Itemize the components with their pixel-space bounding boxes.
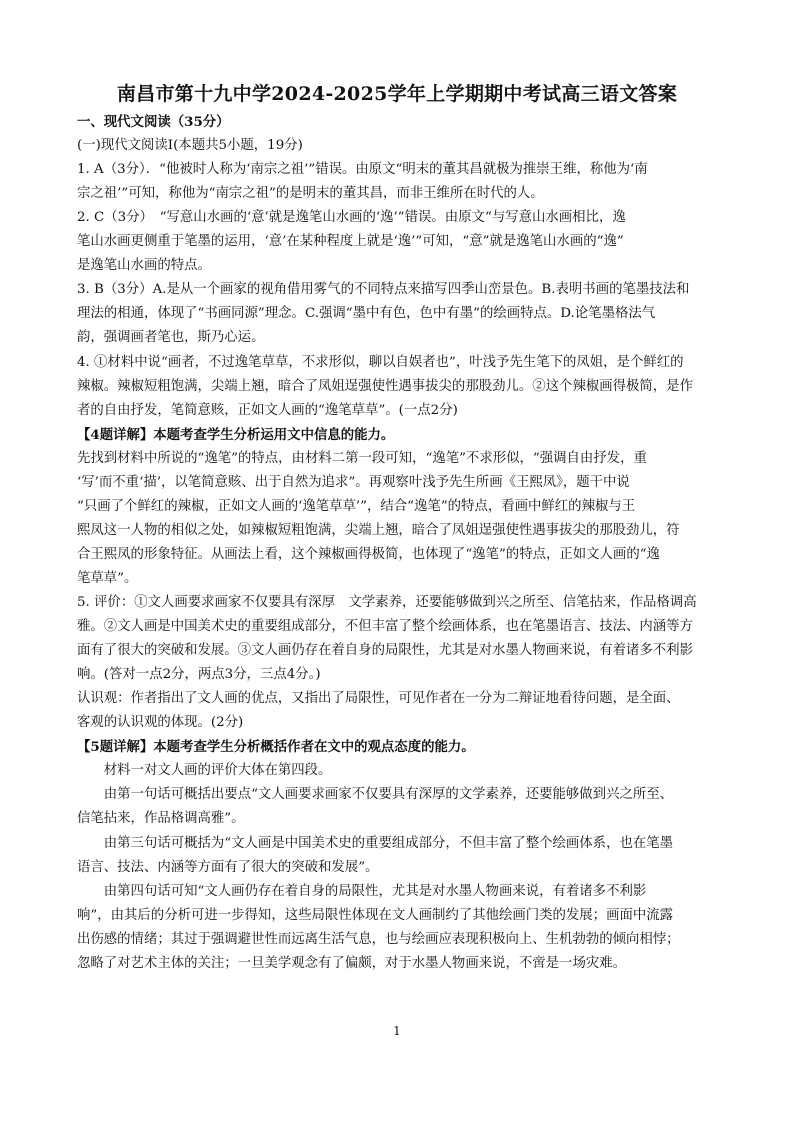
text-line: 雅。②文人画是中国美术史的重要组成部分，不但丰富了整个绘画体系，也在笔墨语言、技法、内涵等方 <box>77 619 693 635</box>
text-line: 是逸笔山水画的特点。 <box>77 258 211 274</box>
text-line: 材料一对文人画的评价大体在第四段。 <box>77 763 332 779</box>
text-line: 由第三句话可概括为“文人画是中国美术史的重要组成部分，不但丰富了整个绘画体系，也在笔墨 <box>77 835 674 851</box>
text-line: 笔山水画更侧重于笔墨的运用，‘意’在某种程度上就是‘逸’”可知，“意”就是逸笔山水画的“逸” <box>77 234 624 250</box>
text-line: 者的自由抒发，笔简意赅，正如文人画的“逸笔草草”。(一点2分) <box>77 402 458 418</box>
text-line: 2. C（3分） “写意山水画的‘意’就是逸笔山水画的‘逸’”错误。由原文“与写意山水画相比，逸 <box>77 210 626 226</box>
text-line: 一、现代文阅读（35分） <box>77 114 230 130</box>
text-line: 认识观：作者指出了文人画的优点，又指出了局限性，可见作者在一分为二辩证地看待问题，是全面、 <box>77 691 680 707</box>
text-line: 辣椒。辣椒短粗饱满，尖端上翘，暗合了凤姐逞强使性遇事拔尖的那股劲儿。②这个辣椒画得极简，是作 <box>77 378 693 394</box>
text-line: 语言、技法、内涵等方面有了很大的突破和发展”。 <box>77 859 379 875</box>
text-line: 4. ①材料中说“画者，不过逸笔草草，不求形似，聊以自娱者也”，叶浅予先生笔下的凤姐，是个鲜红的 <box>77 354 684 370</box>
document-title: 南昌市第十九中学2024-2025学年上学期期中考试高三语文答案 <box>116 83 678 105</box>
text-line: 忽略了对艺术主体的关注；一旦美学观念有了偏颇，对于水墨人物画来说，不啻是一场灾难。 <box>77 955 627 971</box>
text-line: 熙凤这一人物的相似之处，如辣椒短粗饱满，尖端上翘，暗合了凤姐逞强使性遇事拔尖的那股劲儿，符 <box>77 522 680 538</box>
text-line: 由第四句话可知“文人画仍存在着自身的局限性，尤其是对水墨人物画来说，有着诸多不利影 <box>77 883 647 899</box>
text-line: 由第一句话可概括出要点“文人画要求画家不仅要具有深厚的文学素养，还要能够做到兴之所至、 <box>77 787 674 803</box>
text-line: 3. B（3分）A.是从一个画家的视角借用雾气的不同特点来描写四季山峦景色。B.表明书画的笔墨技法和 <box>77 282 690 298</box>
text-line: 理法的相通，体现了“书画同源”理念。C.强调“墨中有色，色中有墨”的绘画特点。D.论笔墨格法气 <box>77 306 656 322</box>
text-line: 宗之祖’”可知，称他为“南宗之祖”的是明末的董其昌，而非王维所在时代的人。 <box>77 186 544 202</box>
page-number: 1 <box>393 1024 401 1038</box>
text-line: 5. 评价：①文人画要求画家不仅要具有深厚 文学素养，还要能够做到兴之所至、信笔拈来，作品格调高 <box>77 595 697 610</box>
text-line: 信笔拈来，作品格调高雅”。 <box>77 811 245 827</box>
text-line: 响”，由其后的分析可进一步得知，这些局限性体现在文人画制约了其他绘画门类的发展；画面中流露 <box>77 907 674 923</box>
text-line: 笔草草”。 <box>77 570 138 586</box>
text-line: 【4题详解】本题考查学生分析运用文中信息的能力。 <box>77 426 395 443</box>
text-line: ‘写’而不重‘描’，以笔简意赅、出于自然为追求”。再观察叶浅予先生所画《王熙凤》，题干中说 <box>77 474 630 490</box>
text-line: (一)现代文阅读Ⅰ(本题共5小题，19分) <box>77 138 303 154</box>
text-line: 出伤感的情绪；其过于强调避世性而远离生活气息，也与绘画应表现积极向上、生机勃勃的倾向相悖； <box>77 931 680 947</box>
text-line: 1. A（3分）．“他被时人称为‘南宗之祖’”错误。由原文“明末的董其昌就极为推崇王维，称他为‘南 <box>77 162 648 178</box>
text-line: “只画了个鲜红的辣椒，正如文人画的‘逸笔草草’”，结合“逸笔”的特点，看画中鲜红的辣椒与王 <box>77 498 636 514</box>
text-line: 面有了很大的突破和发展。③文人画仍存在着自身的局限性，尤其是对水墨人物画来说，有着诸多不利影 <box>77 643 693 659</box>
text-line: 响。(答对一点2分，两点3分，三点4分。) <box>77 667 321 683</box>
text-line: 【5题详解】本题考查学生分析概括作者在文中的观点态度的能力。 <box>77 739 475 756</box>
text-line: 先找到材料中所说的“逸笔”的特点，由材料二第一段可知，“逸笔”不求形似，“强调自由抒发，重 <box>77 450 647 466</box>
text-line: 韵，强调画者笔也，斯乃心运。 <box>77 330 265 346</box>
text-line: 合王熙凤的形象特征。从画法上看，这个辣椒画得极简，也体现了“逸笔”的特点，正如文人画的“逸 <box>77 546 660 562</box>
text-line: 客观的认识观的体现。(2分) <box>77 715 244 731</box>
